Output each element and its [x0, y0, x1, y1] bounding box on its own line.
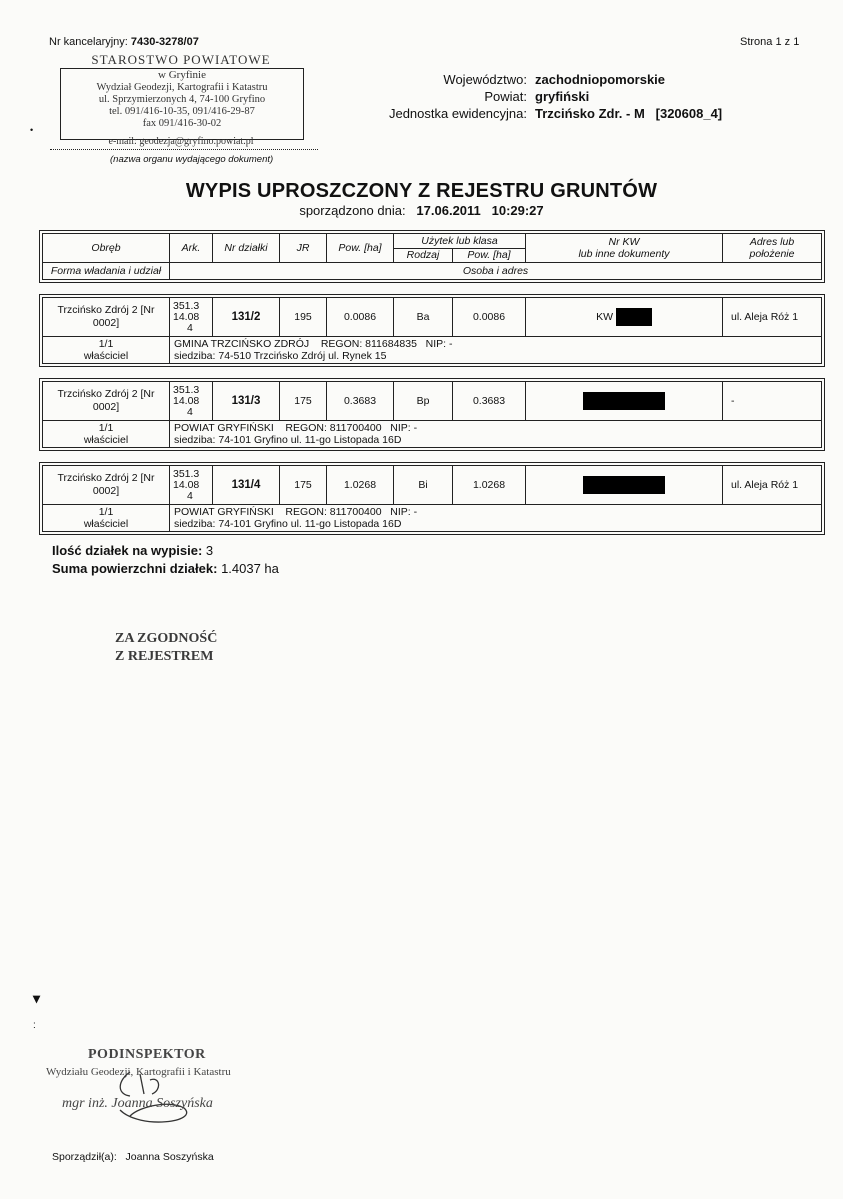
col-obreb: Obręb	[43, 234, 170, 263]
cell-owner: POWIAT GRYFIŃSKI REGON: 811700400 NIP: - siedziba: 74-101 Gryfino ul. 11-go Listopada 16D	[170, 505, 822, 532]
county-label: Powiat:	[484, 89, 527, 104]
table-row	[43, 505, 822, 532]
col-adres: Adres lub położenie	[723, 234, 822, 263]
cell-nr-kw	[526, 382, 723, 421]
cell-ark: 351.3 14.08 4	[170, 382, 213, 421]
cell-pow: 0.3683	[327, 382, 394, 421]
signature-title: PODINSPEKTOR	[88, 1047, 206, 1062]
parcel-block	[39, 462, 825, 535]
col-nr-dzialki: Nr działki	[213, 234, 280, 263]
cell-rodzaj: Bi	[394, 466, 453, 505]
redacted-kw	[583, 392, 665, 410]
table-row	[43, 337, 822, 364]
parcel-count: Ilość działek na wypisie: 3	[52, 543, 214, 558]
cell-pow: 0.0086	[327, 298, 394, 337]
col-jr: JR	[280, 234, 327, 263]
table-row	[43, 421, 822, 448]
stamp-email: e-mail: geodezja@gryfino.powiat.pl	[108, 136, 254, 147]
cell-ark: 351.3 14.08 4	[170, 298, 213, 337]
voivodeship-label: Województwo:	[443, 72, 527, 87]
cell-nr-dzialki: 131/2	[213, 298, 280, 337]
stamp-subtitle: w Gryfinie	[158, 69, 206, 81]
location-info	[327, 72, 807, 132]
col-ark: Ark.	[170, 234, 213, 263]
table-row	[43, 466, 822, 505]
cell-pow-ha: 1.0268	[453, 466, 526, 505]
cell-jr: 195	[280, 298, 327, 337]
redacted-kw	[583, 476, 665, 494]
cell-jr: 175	[280, 466, 327, 505]
stamp-line: ul. Sprzymierzonych 4, 74-100 Gryfino	[98, 94, 266, 105]
cell-udzial: 1/1 właściciel	[43, 421, 170, 448]
col-forma: Forma władania i udział	[43, 263, 170, 280]
cell-nr-dzialki: 131/4	[213, 466, 280, 505]
stamp-title: STAROSTWO POWIATOWE	[91, 52, 271, 67]
cell-rodzaj: Bp	[394, 382, 453, 421]
col-uzytek: Użytek lub klasa	[394, 234, 526, 249]
unit-label: Jednostka ewidencyjna:	[388, 106, 527, 121]
stamp-line: Wydział Geodezji, Kartografii i Katastru	[96, 82, 268, 93]
col-rodzaj: Rodzaj	[394, 248, 453, 263]
col-pow: Pow. [ha]	[327, 234, 394, 263]
voivodeship-value: zachodniopomorskie	[535, 72, 666, 87]
cell-pow-ha: 0.0086	[453, 298, 526, 337]
parcel-table	[42, 381, 822, 448]
stamp-line: tel. 091/416-10-35, 091/416-29-87	[109, 106, 255, 117]
margin-mark: •	[30, 125, 34, 135]
conformity-stamp: ZA ZGODNOŚĆ Z REJESTREM	[115, 631, 218, 664]
col-osoba: Osoba i adres	[170, 263, 822, 280]
cell-owner: POWIAT GRYFIŃSKI REGON: 811700400 NIP: - siedziba: 74-101 Gryfino ul. 11-go Listopada 16D	[170, 421, 822, 448]
stamp-line: fax 091/416-30-02	[142, 118, 222, 129]
cell-udzial: 1/1 właściciel	[43, 505, 170, 532]
table-row	[43, 382, 822, 421]
cell-obreb: Trzcińsko Zdrój 2 [Nr 0002]	[43, 466, 170, 505]
cell-pow: 1.0268	[327, 466, 394, 505]
redacted-kw	[616, 308, 652, 326]
document-title: WYPIS UPROSZCZONY Z REJESTRU GRUNTÓW	[185, 180, 658, 202]
cell-adres: -	[723, 382, 822, 421]
stamp-divider	[50, 149, 318, 150]
signature-name: mgr inż. Joanna Soszyńska	[62, 1096, 213, 1111]
document-date: sporządzono dnia: 17.06.2011 10:29:27	[299, 203, 544, 218]
parcel-table	[42, 465, 822, 532]
col-pow-ha: Pow. [ha]	[453, 248, 526, 263]
cell-ark: 351.3 14.08 4	[170, 466, 213, 505]
margin-mark: ▾	[33, 990, 41, 1006]
cell-nr-dzialki: 131/3	[213, 382, 280, 421]
table-row	[43, 298, 822, 337]
cell-pow-ha: 0.3683	[453, 382, 526, 421]
kw-prefix: KW	[596, 310, 613, 323]
cell-owner: GMINA TRZCIŃSKO ZDRÓJ REGON: 811684835 NIP: - siedziba: 74-510 Trzcińsko Zdrój ul. Rynek 15	[170, 337, 822, 364]
cell-adres: ul. Aleja Róż 1	[723, 466, 822, 505]
cell-obreb: Trzcińsko Zdrój 2 [Nr 0002]	[43, 382, 170, 421]
page-indicator: Strona 1 z 1	[740, 36, 800, 48]
signature-dept: Wydziału Geodezji, Kartografii i Katastru	[46, 1066, 231, 1078]
office-number: Nr kancelaryjny: 7430-3278/07	[49, 36, 199, 48]
cell-udzial: 1/1 właściciel	[43, 337, 170, 364]
cell-adres: ul. Aleja Róż 1	[723, 298, 822, 337]
cell-nr-kw	[526, 298, 723, 337]
parcel-area-sum: Suma powierzchni działek: 1.4037 ha	[52, 561, 279, 576]
issuer-stamp	[60, 68, 304, 140]
parcel-block	[39, 294, 825, 367]
prepared-by: Sporządził(a): Joanna Soszyńska	[52, 1151, 214, 1163]
parcel-block	[39, 378, 825, 451]
unit-value: Trzcińsko Zdr. - M [320608_4]	[535, 106, 723, 121]
cell-nr-kw	[526, 466, 723, 505]
county-value: gryfiński	[535, 89, 590, 104]
cell-jr: 175	[280, 382, 327, 421]
table-header	[39, 230, 825, 283]
margin-mark: :	[33, 1020, 36, 1031]
cell-obreb: Trzcińsko Zdrój 2 [Nr 0002]	[43, 298, 170, 337]
stamp-caption: (nazwa organu wydającego dokument)	[110, 154, 274, 165]
cell-rodzaj: Ba	[394, 298, 453, 337]
col-nr-kw: Nr KW lub inne dokumenty	[526, 234, 723, 263]
parcel-table	[42, 297, 822, 364]
